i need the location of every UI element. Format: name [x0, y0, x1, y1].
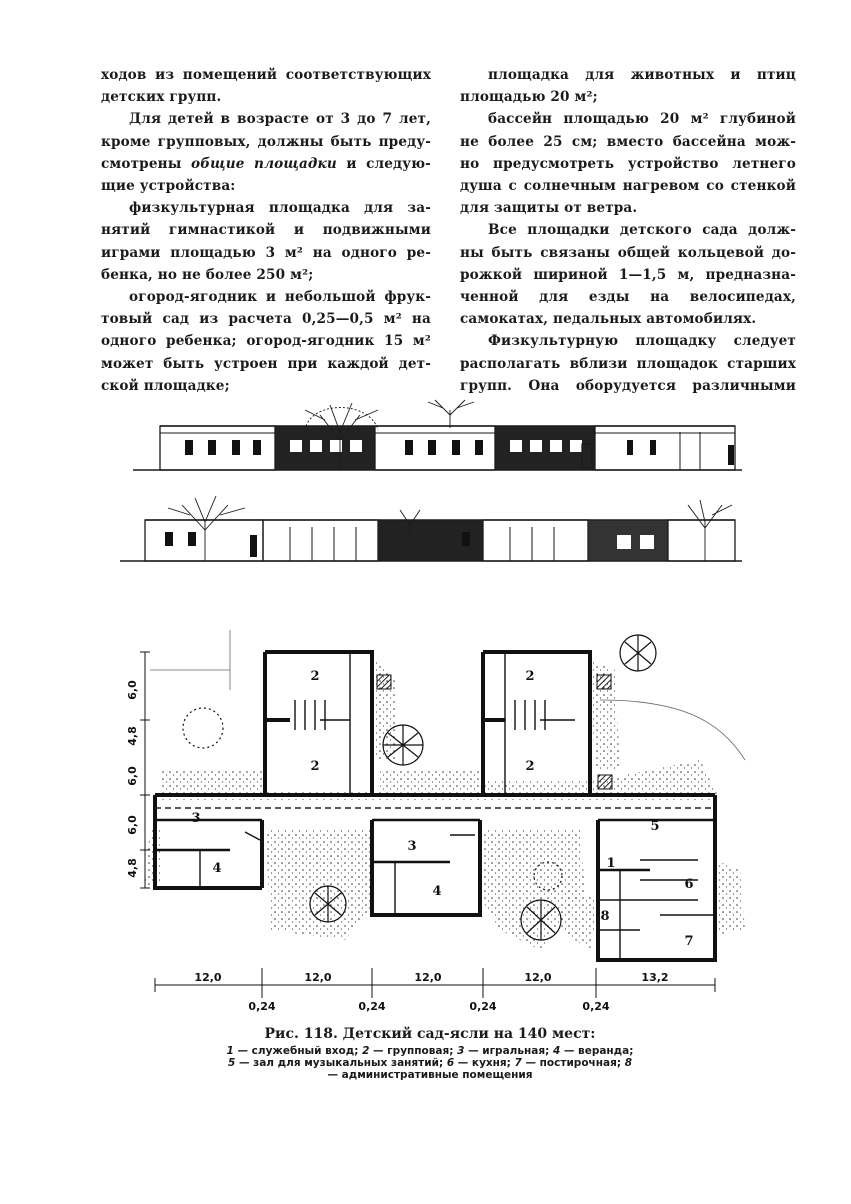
legend-text: — кухня;	[457, 1057, 511, 1069]
legend-text: — игральная;	[468, 1045, 550, 1057]
room-label: 6	[684, 877, 694, 892]
text-line: площадью 20 м²;	[460, 89, 598, 106]
legend-number: 4	[552, 1045, 561, 1057]
text-line: площадка для животных и птиц	[488, 67, 796, 83]
text-line: располагать вблизи площадок старших	[460, 355, 796, 372]
legend-text: — служебный вход;	[237, 1045, 359, 1057]
dimension-label: 6,0	[126, 680, 139, 700]
legend-text: — зал для музыкальных занятий;	[238, 1057, 444, 1069]
floor-plan	[126, 630, 745, 1013]
legend-text: — постирочная;	[525, 1057, 622, 1069]
room-label: 3	[191, 811, 201, 826]
text-line: не более 25 см; вместо бассейна мож-	[460, 133, 796, 150]
text-line: кроме групповых, должны быть преду-	[101, 133, 431, 150]
text-line: смотрены общие площадки и следую-	[101, 155, 431, 172]
legend-number: 3	[457, 1045, 465, 1057]
room-label: 2	[310, 669, 320, 684]
legend-number: 6	[446, 1057, 455, 1069]
room-label: 2	[310, 759, 320, 774]
room-label: 7	[684, 934, 694, 949]
text-line: огород-ягодник и небольшой фрук-	[129, 289, 431, 306]
text-line: бассейн площадью 20 м² глубиной	[488, 111, 796, 128]
room-label: 8	[600, 909, 610, 924]
dimension-label: 0,24	[248, 1000, 276, 1013]
legend-number: 7	[514, 1057, 522, 1069]
caption-legend	[140, 1045, 720, 1081]
text-line: рожкой шириной 1—1,5 м, предназна-	[460, 266, 796, 283]
dimension-label: 4,8	[126, 726, 139, 746]
text-line: Физкультурную площадку следует	[488, 333, 796, 350]
dimension-label: 0,24	[469, 1000, 497, 1013]
text-line: ской площадке;	[101, 377, 230, 394]
text-line: щие устройства:	[101, 178, 236, 195]
legend-number: 1	[226, 1045, 234, 1057]
elevation-lower	[120, 496, 742, 561]
text-line: ходов из помещений соответствующих	[101, 67, 431, 83]
room-label: 2	[525, 759, 535, 774]
room-label: 2	[525, 669, 535, 684]
emphasis-general-areas: общие площадки	[190, 155, 337, 172]
text-line: для защиты от ветра.	[460, 200, 638, 217]
text-line: товый сад из расчета 0,25—0,5 м² на	[101, 311, 431, 328]
legend-text: — веранда;	[563, 1045, 634, 1057]
text-line: детских групп.	[101, 89, 222, 106]
dimension-label: 13,2	[641, 971, 669, 984]
text-line: одного ребенка; огород-ягодник 15 м²	[101, 333, 431, 350]
room-label: 4	[432, 884, 442, 899]
legend-number: 2	[362, 1045, 370, 1057]
caption-title: Рис. 118. Детский сад-ясли на 140 мест:	[264, 1026, 596, 1042]
room-label: 4	[212, 861, 222, 876]
figure-caption	[140, 1026, 720, 1081]
text-line: но предусмотреть устройство летнего	[460, 155, 796, 172]
text-line: групп. Она оборудуется различными	[460, 377, 796, 394]
dimension-label: 0,24	[582, 1000, 610, 1013]
legend-number: 5	[228, 1057, 236, 1069]
dimension-label: 4,8	[126, 858, 139, 878]
room-label: 3	[407, 839, 417, 854]
text-line: ны быть связаны общей кольцевой до-	[460, 244, 796, 261]
dimension-label: 0,24	[358, 1000, 386, 1013]
text-line: Для детей в возрасте от 3 до 7 лет,	[129, 111, 431, 128]
text-line: физкультурная площадка для за-	[129, 200, 431, 217]
text-line: самокатах, педальных автомобилях.	[460, 311, 757, 328]
room-label: 1	[606, 856, 616, 871]
elevation-upper	[133, 400, 742, 470]
dimension-label: 12,0	[524, 971, 552, 984]
legend-text: — административные помещения	[327, 1069, 533, 1081]
text-line: Все площадки детского сада долж-	[488, 222, 796, 239]
legend-text: — групповая;	[373, 1045, 454, 1057]
dimension-label: 12,0	[194, 971, 222, 984]
dimension-label: 12,0	[414, 971, 442, 984]
dimension-label: 6,0	[126, 815, 139, 835]
text-line: играми площадью 3 м² на одного ре-	[101, 244, 431, 261]
dimension-label: 6,0	[126, 766, 139, 786]
text-line: нятий гимнастикой и подвижными	[101, 222, 431, 239]
legend-number: 8	[624, 1057, 632, 1069]
text-line: ченной для езды на велосипедах,	[460, 289, 796, 306]
room-label: 5	[650, 819, 660, 834]
text-line: бенка, но не более 250 м²;	[101, 266, 314, 283]
text-line: душа с солнечным нагревом со стенкой	[460, 178, 796, 195]
text-line: может быть устроен при каждой дет-	[101, 355, 431, 372]
dimension-label: 12,0	[304, 971, 332, 984]
